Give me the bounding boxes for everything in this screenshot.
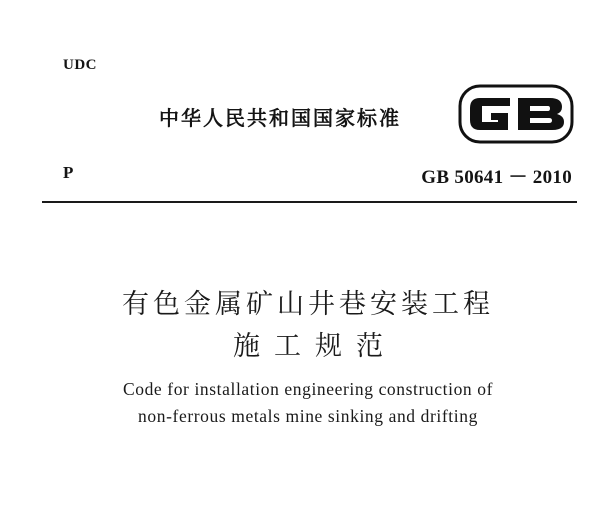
gb-logo bbox=[458, 84, 574, 144]
standard-name: 中华人民共和国国家标准 bbox=[159, 106, 401, 130]
header-divider bbox=[42, 201, 577, 203]
chinese-title-line-2: 施工规范 bbox=[233, 331, 397, 362]
gb-logo-icon bbox=[458, 84, 574, 144]
classification-code: P bbox=[63, 163, 74, 182]
standard-number: GB 50641 － 2010 bbox=[421, 167, 572, 188]
english-title-line-1: Code for installation engineering construction of bbox=[122, 379, 494, 399]
chinese-title-line-1: 有色金属矿山井巷安装工程 bbox=[122, 289, 494, 320]
english-title-line-2: non-ferrous metals mine sinking and drifting bbox=[138, 406, 478, 426]
udc-label: UDC bbox=[63, 57, 97, 73]
